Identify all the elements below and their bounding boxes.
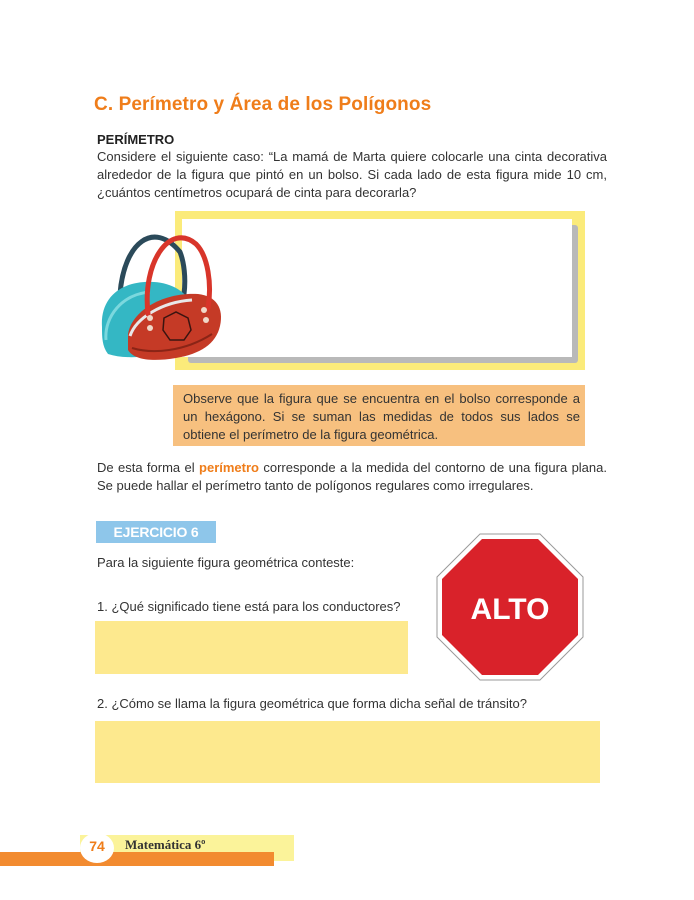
subheading: PERÍMETRO (97, 132, 175, 147)
note-text: Observe que la figura que se encuentra en el bolso corresponde a un hexágono. Si se suman las medidas de todos sus lados se obtiene el perímetro de la figura geométrica. (183, 391, 580, 442)
answer-box-2[interactable] (95, 721, 600, 783)
handbag-illustration (92, 222, 232, 372)
illustration-box (182, 219, 572, 357)
definition-text-start: De esta forma el (97, 460, 200, 475)
page-number: 74 (89, 838, 105, 854)
exercise-intro: Para la siguiente figura geométrica conteste: (97, 555, 355, 570)
footer-bar (0, 852, 274, 866)
definition-paragraph (97, 459, 607, 495)
question-2: 2. ¿Cómo se llama la figura geométrica que forma dicha señal de tránsito? (97, 696, 527, 711)
stop-sign-illustration (436, 533, 584, 681)
definition-text-end: corresponde a la medida del contorno de una figura plana. Se puede hallar el perímetro tanto de polígonos regulares como irregulares. (97, 460, 607, 493)
intro-paragraph: Considere el siguiente caso: “La mamá de Marta quiere colocarle una cinta decorativa alrededor de la figura que pintó en un bolso. Si cada lado de esta figura mide 10 cm, ¿cuántos centímetros ocupará de cinta para decorarla? (97, 149, 607, 200)
answer-box-1[interactable] (95, 621, 408, 674)
section-title: C. Perímetro y Área de los Polígonos (94, 94, 432, 115)
highlight-term: perímetro (199, 460, 259, 475)
exercise-badge: EJERCICIO 6 (96, 521, 216, 543)
question-1: 1. ¿Qué significado tiene está para los conductores? (97, 599, 401, 614)
book-title: Matemática 6º (125, 837, 206, 852)
stop-sign-text: ALTO (470, 593, 550, 626)
